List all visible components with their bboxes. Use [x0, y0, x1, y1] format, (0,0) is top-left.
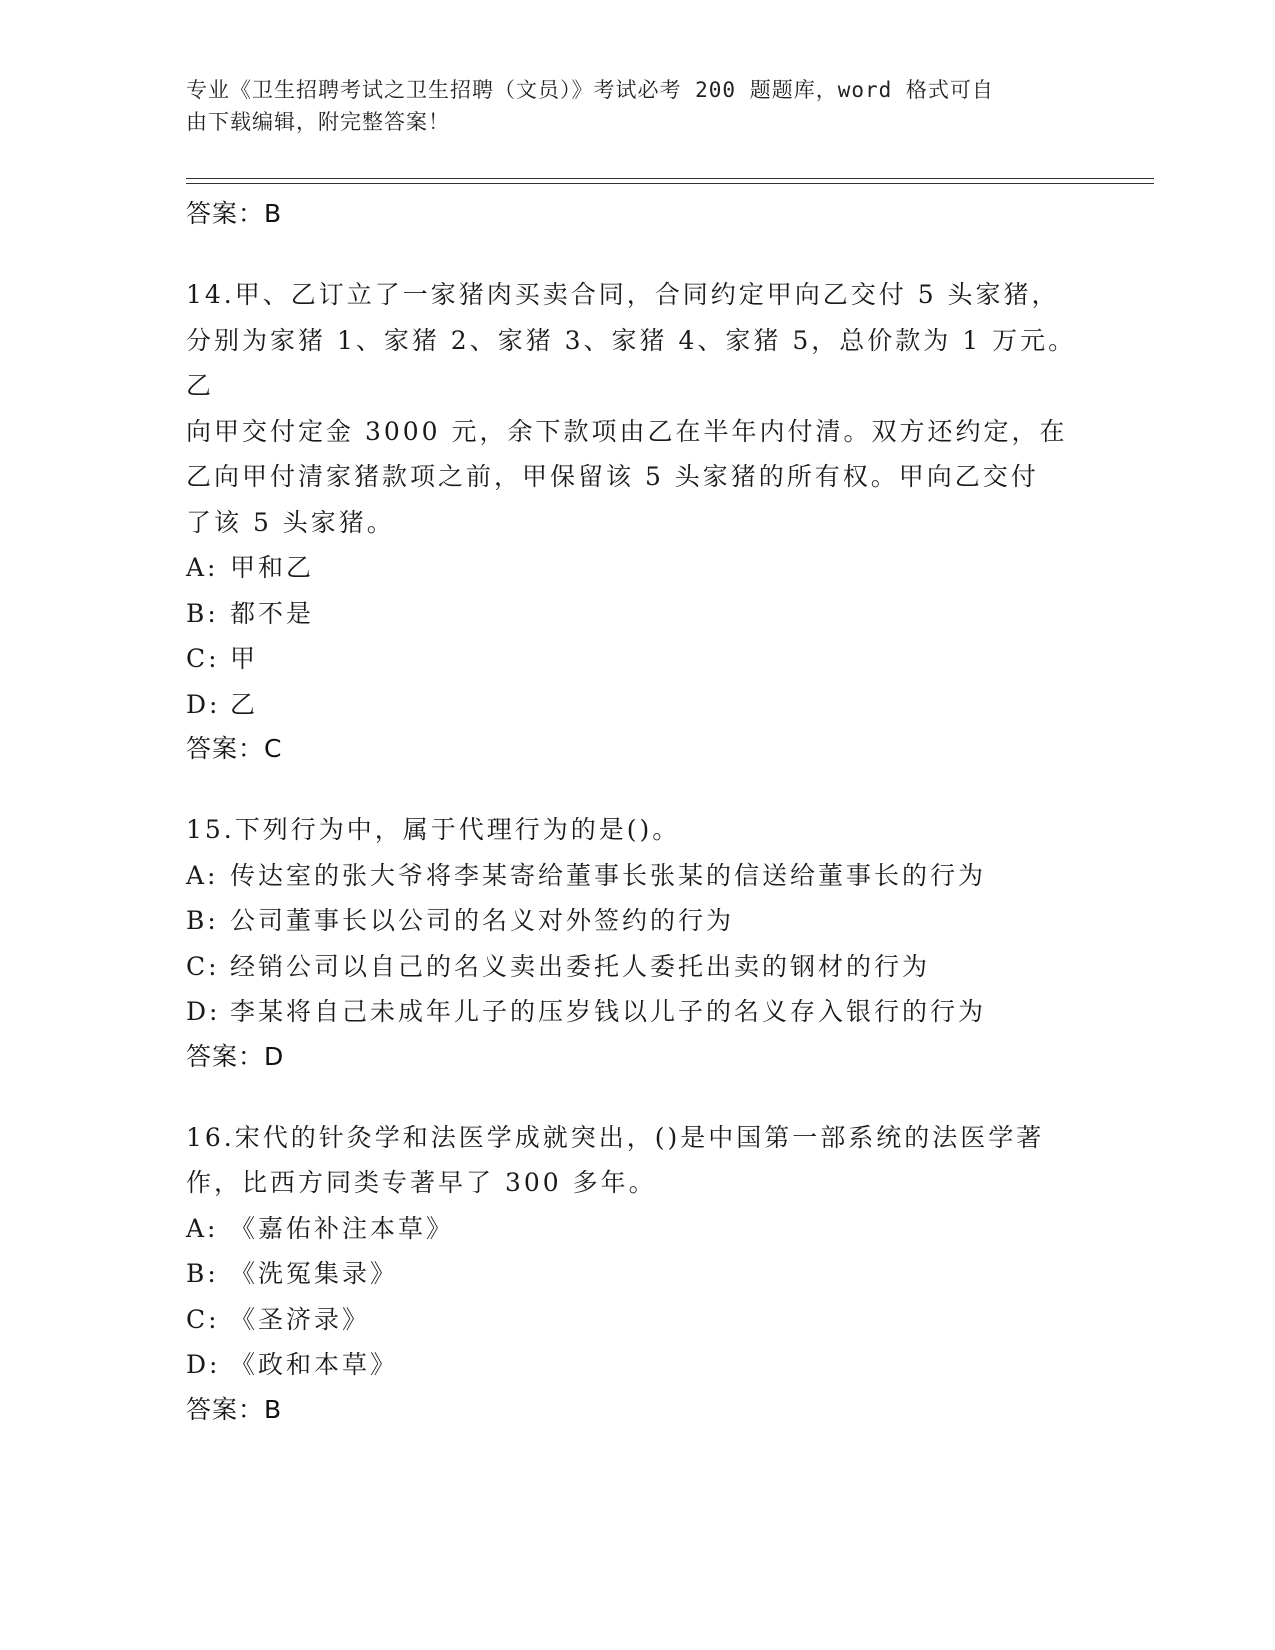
- answer-14: 答案：C: [186, 734, 283, 763]
- stem-line: 14.甲、乙订立了一家猪肉买卖合同，合同约定甲向乙交付 5 头家猪，: [186, 280, 1060, 309]
- stem-line: 向甲交付定金 3000 元，余下款项由乙在半年内付清。双方还约定，在: [186, 416, 1068, 446]
- document-header: [186, 74, 1066, 138]
- option-letter: C:: [186, 644, 220, 673]
- option-text: 都不是: [230, 598, 315, 628]
- question-stem: [186, 272, 1086, 545]
- option-a: [186, 853, 1086, 899]
- option-letter: C:: [186, 951, 220, 981]
- header-line-2: 由下载编辑，附完整答案！: [186, 110, 450, 134]
- answer-16: 答案：B: [186, 1394, 283, 1424]
- header-divider-bottom: [186, 183, 1154, 184]
- option-letter: A:: [186, 860, 219, 890]
- option-c: [186, 636, 1086, 682]
- option-text: 《政和本草》: [230, 1350, 399, 1379]
- option-d: [186, 682, 1086, 728]
- option-letter: C:: [186, 1304, 220, 1334]
- option-a: [186, 545, 1086, 591]
- option-text: 甲: [230, 644, 259, 673]
- option-text: 乙: [230, 689, 259, 719]
- option-text: 《嘉佑补注本草》: [230, 1213, 455, 1243]
- question-stem: [186, 1115, 1086, 1206]
- option-text: 公司董事长以公司的名义对外签约的行为: [230, 906, 735, 935]
- stem-line: 作，比西方同类专著早了 300 多年。: [186, 1168, 657, 1197]
- option-b: [186, 898, 1086, 944]
- option-b: [186, 1251, 1086, 1297]
- stem-line: 了该 5 头家猪。: [186, 507, 395, 537]
- option-letter: D:: [186, 1350, 221, 1379]
- option-text: 甲和乙: [230, 553, 315, 582]
- answer-previous: 答案：B: [186, 199, 283, 228]
- stem-line: 乙向甲付清家猪款项之前，甲保留该 5 头家猪的所有权。甲向乙交付: [186, 462, 1039, 491]
- stem-line: 15.下列行为中，属于代理行为的是()。: [186, 815, 681, 844]
- option-a: [186, 1206, 1086, 1252]
- option-letter: B:: [186, 1259, 219, 1288]
- option-letter: A:: [186, 553, 219, 582]
- option-text: 《圣济录》: [230, 1304, 371, 1334]
- header-line-1: 专业《卫生招聘考试之卫生招聘（文员）》考试必考 200 题题库，word 格式可自: [186, 78, 994, 102]
- answer-15: 答案：D: [186, 1041, 285, 1071]
- option-c: [186, 1297, 1086, 1343]
- option-text: 李某将自己未成年儿子的压岁钱以儿子的名义存入银行的行为: [230, 997, 987, 1026]
- option-c: [186, 944, 1086, 990]
- option-letter: A:: [186, 1213, 219, 1243]
- option-d: [186, 1342, 1086, 1388]
- stem-line: 16.宋代的针灸学和法医学成就突出，()是中国第一部系统的法医学著: [186, 1122, 1045, 1152]
- option-letter: B:: [186, 598, 219, 628]
- document-content: [186, 190, 1086, 1432]
- option-text: 《洗冤集录》: [230, 1259, 399, 1288]
- option-b: [186, 591, 1086, 637]
- option-letter: D:: [186, 689, 221, 719]
- question-16: [186, 1115, 1086, 1432]
- question-stem: [186, 807, 1086, 853]
- header-divider-top: [186, 178, 1154, 179]
- question-14: [186, 272, 1086, 771]
- option-text: 传达室的张大爷将李某寄给董事长张某的信送给董事长的行为: [230, 860, 987, 890]
- option-d: [186, 989, 1086, 1035]
- option-letter: D:: [186, 997, 221, 1026]
- option-text: 经销公司以自己的名义卖出委托人委托出卖的钢材的行为: [230, 951, 931, 981]
- option-letter: B:: [186, 906, 219, 935]
- question-15: [186, 807, 1086, 1079]
- stem-line: 分别为家猪 1、家猪 2、家猪 3、家猪 4、家猪 5，总价款为 1 万元。乙: [186, 325, 1077, 400]
